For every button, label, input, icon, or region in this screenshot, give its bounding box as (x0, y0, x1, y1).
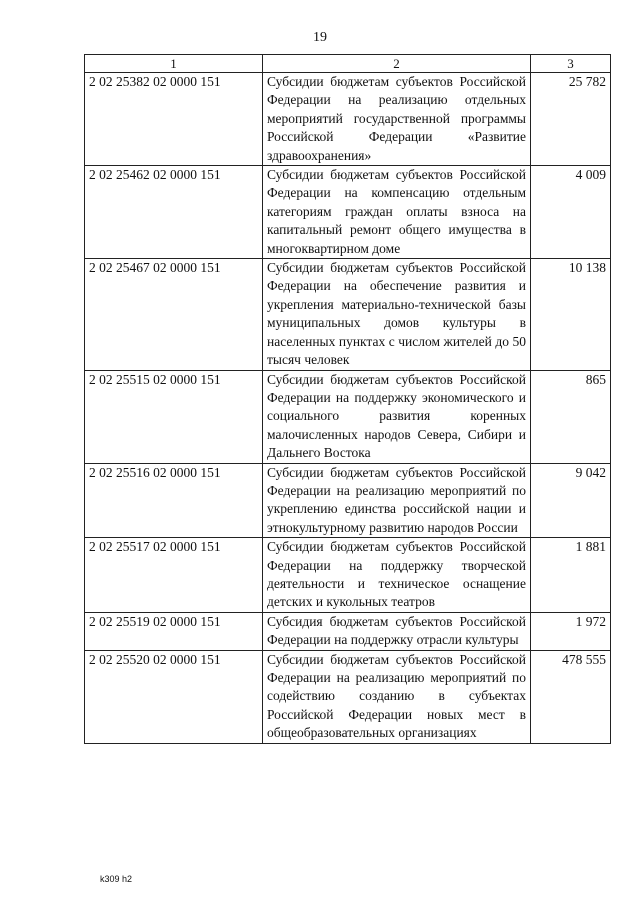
row-amount: 9 042 (531, 463, 611, 538)
table-row (85, 259, 611, 370)
table-row (85, 73, 611, 166)
row-description: Субсидии бюджетам субъектов Российской Федерации на компенсацию отдельным категориям граждан оплаты взноса на капитальный ремонт общего имущества в многоквартирном доме (263, 166, 531, 259)
header-column-1: 1 (85, 55, 263, 73)
table-header (85, 55, 611, 73)
table-row (85, 370, 611, 463)
row-description: Субсидии бюджетам субъектов Российской Федерации на реализацию отдельных мероприятий государственной программы Российской Федерации «Развитие здравоохранения» (263, 73, 531, 166)
row-description: Субсидии бюджетам субъектов Российской Федерации на реализацию мероприятий по укреплению единства российской нации и этнокультурному развитию народов России (263, 463, 531, 538)
table-row (85, 612, 611, 650)
row-code: 2 02 25382 02 0000 151 (85, 73, 263, 166)
header-row (85, 55, 611, 73)
row-code: 2 02 25462 02 0000 151 (85, 166, 263, 259)
row-description: Субсидии бюджетам субъектов Российской Федерации на обеспечение развития и укрепления материально-технической базы муниципальных домов культуры в населенных пунктах с числом жителей до 50 тысяч человек (263, 259, 531, 370)
footer-document-code: k309 h2 (100, 874, 133, 884)
row-description: Субсидии бюджетам субъектов Российской Федерации на поддержку творческой деятельности и техническое оснащение детских и кукольных театров (263, 538, 531, 613)
row-code: 2 02 25517 02 0000 151 (85, 538, 263, 613)
row-amount: 10 138 (531, 259, 611, 370)
row-amount: 1 881 (531, 538, 611, 613)
row-code: 2 02 25519 02 0000 151 (85, 612, 263, 650)
page-number: 19 (313, 30, 327, 45)
table-row (85, 463, 611, 538)
row-description: Субсидии бюджетам субъектов Российской Федерации на реализацию мероприятий по содействию созданию в субъектах Российской Федерации новых мест в общеобразовательных организациях (263, 650, 531, 743)
row-code: 2 02 25520 02 0000 151 (85, 650, 263, 743)
table-row (85, 650, 611, 743)
header-column-2: 2 (263, 55, 531, 73)
row-code: 2 02 25515 02 0000 151 (85, 370, 263, 463)
row-amount: 4 009 (531, 166, 611, 259)
row-amount: 478 555 (531, 650, 611, 743)
table-row (85, 538, 611, 613)
budget-table (84, 54, 611, 744)
row-amount: 25 782 (531, 73, 611, 166)
row-code: 2 02 25516 02 0000 151 (85, 463, 263, 538)
row-amount: 1 972 (531, 612, 611, 650)
header-column-3: 3 (531, 55, 611, 73)
row-description: Субсидии бюджетам субъектов Российской Федерации на поддержку экономического и социального развития коренных малочисленных народов Севера, Сибири и Дальнего Востока (263, 370, 531, 463)
table-body (85, 73, 611, 744)
row-amount: 865 (531, 370, 611, 463)
row-description: Субсидия бюджетам субъектов Российской Федерации на поддержку отрасли культуры (263, 612, 531, 650)
row-code: 2 02 25467 02 0000 151 (85, 259, 263, 370)
table-row (85, 166, 611, 259)
